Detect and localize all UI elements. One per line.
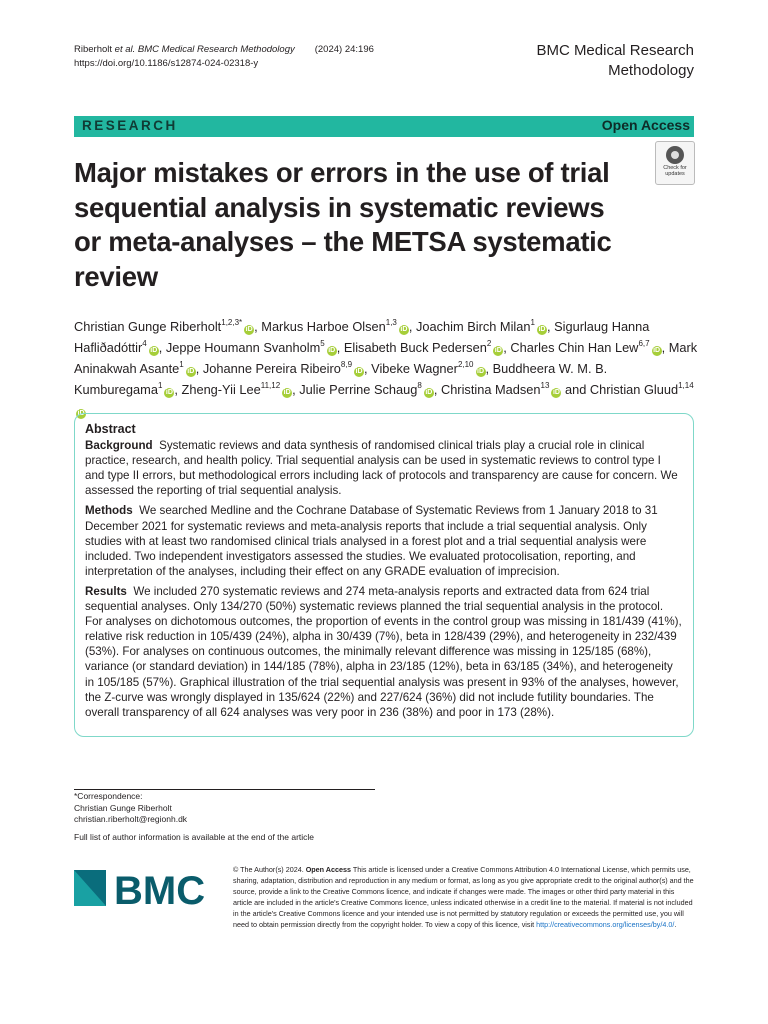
abstract-heading: Abstract [85, 422, 136, 436]
author-entry: Buddheera W. M. B. Kumburegama$^1$iD , [74, 361, 608, 397]
background-label: Background [85, 439, 153, 453]
author-name: Christian Gluud [589, 382, 679, 397]
doi-link[interactable]: https://doi.org/10.1186/s12874-024-02318-y [74, 58, 259, 69]
update-icon [666, 146, 684, 164]
journal-line-2: Methodology [608, 62, 694, 79]
background-text: Systematic reviews and data synthesis of randomised clinical trials play a crucial role in clinical practice, research, and health policy. Trial sequential analysis can be used in systematic reviews to control type I and type II errors, but methodological errors including lack of protocols and transparency are cause for concern. We assessed the reporting of trial sequential analysis. [85, 439, 678, 498]
author-entry: Johanne Pereira Ribeiro$^{8,9}$iD , [202, 360, 372, 376]
author-affiliation: 1 [179, 360, 184, 369]
methods-text: We searched Medline and the Cochrane Database of Systematic Reviews from 1 January 2018 to 31 December 2021 for systematic reviews and meta-analysis reports that include a trial sequential analysis. Only studies with at least two randomised clinical trials analysed in a forest plot and a trial sequential analysis were included. Two independent investigators assessed the studies. We evaluated protocolisation, reporting, and interpretation of the analyses, including their effect on any GRADE evaluation of imprecision. [85, 504, 658, 578]
author-affiliation: 5 [320, 339, 325, 348]
citation-journal: et al. BMC Medical Research Methodology [114, 44, 295, 55]
author-entry: Christina Madsen$^{13}$iD and [440, 381, 590, 397]
correspondence-label: *Correspondence: [74, 791, 143, 801]
author-affiliation: 2,10 [457, 360, 474, 369]
open-access-label: Open Access [601, 117, 690, 133]
author-affiliation: 1,3 [385, 318, 397, 327]
section-label: RESEARCH [82, 118, 178, 133]
abstract-box [74, 413, 694, 737]
author-name: Markus Harboe Olsen [261, 319, 386, 334]
author-affiliation: 1,14 [678, 381, 694, 390]
journal-name [536, 41, 694, 81]
citation-authors: Riberholt [74, 44, 115, 55]
author-name: Julie Perrine Schaug [299, 382, 418, 397]
author-name: Mark Aninakwah Asante [74, 340, 698, 376]
author-entry: Charles Chin Han Lew$^{6,7}$iD , [510, 339, 669, 355]
journal-line-1: BMC Medical Research [536, 42, 694, 59]
author-affiliation: 6,7 [638, 339, 650, 348]
license-body: This article is licensed under a Creative Commons Attribution 4.0 International License, which permits use, sharing, adaptation, distribution and reproduction in any medium or format, as long as you give appropriate credit to the original author(s) and the source, provide a link to the Creative Commons licence, and indicate if changes were made. The images or other third party material in this article are included in the article's Creative Commons licence, unless indicated otherwise in a credit line to the material. If material is not included in the article's Creative Commons licence and your intended use is not permitted by statutory regulation or exceeds the permitted use, you will need to obtain permission directly from the copyright holder. To view a copy of this licence, visit [233, 865, 694, 929]
footnote-divider [74, 789, 375, 790]
section-bar [74, 116, 694, 137]
check-for-updates-badge[interactable] [655, 141, 695, 185]
citation-line [74, 43, 374, 57]
author-affiliation: 1 [157, 381, 163, 390]
author-name: Sigurlaug Hanna Hafliðadóttir [74, 319, 650, 355]
author-entry: Zheng-Yii Lee$^{11,12}$iD , [181, 381, 300, 397]
orcid-icon[interactable]: iD [245, 326, 253, 333]
author-name: Elisabeth Buck Pedersen [343, 340, 487, 355]
correspondence [74, 791, 187, 826]
orcid-icon[interactable]: iD [355, 368, 363, 375]
orcid-icon[interactable]: iD [552, 389, 560, 396]
orcid-icon[interactable]: iD [77, 410, 85, 417]
author-entry: Vibeke Wagner$^{2,10}$iD , [371, 360, 493, 376]
author-name: Johanne Pereira Ribeiro [202, 361, 341, 376]
orcid-icon[interactable]: iD [187, 368, 195, 375]
license-suffix: . [674, 920, 677, 929]
author-name: Christian Gunge Riberholt [74, 319, 222, 334]
citation-year: (2024) 24:196 [314, 44, 374, 55]
correspondence-name: Christian Gunge Riberholt [74, 802, 172, 813]
orcid-icon[interactable]: iD [425, 389, 433, 396]
author-name: Zheng-Yii Lee [181, 382, 261, 397]
author-affiliation: 11,12 [260, 381, 281, 390]
orcid-icon[interactable]: iD [283, 389, 291, 396]
author-name: Vibeke Wagner [371, 361, 458, 376]
author-entry: Mark Aninakwah Asante$^1$iD , [74, 340, 698, 376]
author-entry: Jeppe Houmann Svanholm$^5$iD , [165, 339, 344, 355]
abstract-results [85, 584, 683, 720]
author-info-note: Full list of author information is available at the end of the article [74, 832, 315, 842]
author-entry: Julie Perrine Schaug$^8$iD , [299, 381, 441, 397]
author-entry: Markus Harboe Olsen$^{1,3}$iD , [261, 318, 416, 334]
author-entry: Elisabeth Buck Pedersen$^2$iD , [343, 339, 511, 355]
author-affiliation: 4 [142, 339, 147, 348]
orcid-icon[interactable]: iD [400, 326, 408, 333]
orcid-icon[interactable]: iD [494, 347, 502, 354]
license-open-access: Open Access [305, 865, 351, 874]
author-entry: Christian Gunge Riberholt$^{1,2,3*}$iD , [74, 318, 262, 334]
author-affiliation: 8 [417, 381, 422, 390]
orcid-icon[interactable]: iD [150, 347, 158, 354]
license-prefix: © The Author(s) 2024. [233, 865, 306, 874]
license-link[interactable]: http://creativecommons.org/licenses/by/4.0/ [536, 920, 675, 929]
author-entry: Sigurlaug Hanna Hafliðadóttir$^4$iD , [74, 319, 650, 355]
author-affiliation: 2 [486, 339, 492, 348]
abstract-background [85, 438, 683, 498]
results-label: Results [85, 584, 127, 598]
author-affiliation: 8,9 [340, 360, 353, 369]
author-entry: Joachim Birch Milan$^1$iD , [416, 318, 555, 334]
author-affiliation: 13 [540, 381, 550, 390]
license-text [233, 864, 695, 930]
author-name: Charles Chin Han Lew [510, 340, 639, 355]
orcid-icon[interactable]: iD [653, 347, 661, 354]
results-text: We included 270 systematic reviews and 274 meta-analysis reports and extracted data from 624 trial sequential analyses. Only 134/270 (50%) systematic reviews planned the trial sequential analysis in the protocol. For analyses on dichotomous outcomes, the proportion of events in the control group was missing in 181/439 (41%), relative risk reduction in 105/439 (24%), alpha in 30/439 (7%), beta in 128/439 (29%), and heterogeneity in 232/439 (53%). For analyses on continuous outcomes, the minimally relevant difference was missing in 125/185 (68%), variance (or standard deviation) in 144/185 (78%), alpha in 23/185 (12%), beta in 63/185 (34%), and heterogeneity in 105/185 (57%). Graphical illustration of the trial sequential analysis was present in 93% of the analyses, however, the Z-curve was wrongly displayed in 135/624 (22%) and 227/624 (36%) did not include futility boundaries. The overall transparency of all 624 analyses was very poor in 236 (38%) and poor in 173 (28%). [85, 584, 682, 719]
check-updates-line2: updates [665, 171, 685, 177]
methods-label: Methods [85, 504, 133, 518]
correspondence-email[interactable]: christian.riberholt@regionh.dk [74, 814, 188, 824]
orcid-icon[interactable]: iD [538, 326, 546, 333]
orcid-icon[interactable]: iD [328, 347, 336, 354]
author-name: Christina Madsen [440, 382, 541, 397]
header-citation [74, 43, 374, 71]
check-updates-line1: Check for [663, 165, 687, 171]
bmc-logo [72, 864, 218, 912]
author-name: Joachim Birch Milan [416, 319, 531, 334]
logo-text: BMC [114, 869, 206, 912]
author-affiliation: 1,2,3* [221, 318, 243, 327]
author-affiliation: 1 [530, 318, 535, 327]
author-name: Buddheera W. M. B. Kumburegama [74, 361, 608, 397]
abstract-methods [85, 503, 683, 578]
orcid-icon[interactable]: iD [165, 389, 173, 396]
author-list [74, 316, 698, 421]
author-name: Jeppe Houmann Svanholm [165, 340, 321, 355]
article-title: Major mistakes or errors in the use of trial sequential analysis in systematic reviews or meta-analyses – the METSA systematic review [74, 157, 612, 292]
orcid-icon[interactable]: iD [477, 368, 485, 375]
